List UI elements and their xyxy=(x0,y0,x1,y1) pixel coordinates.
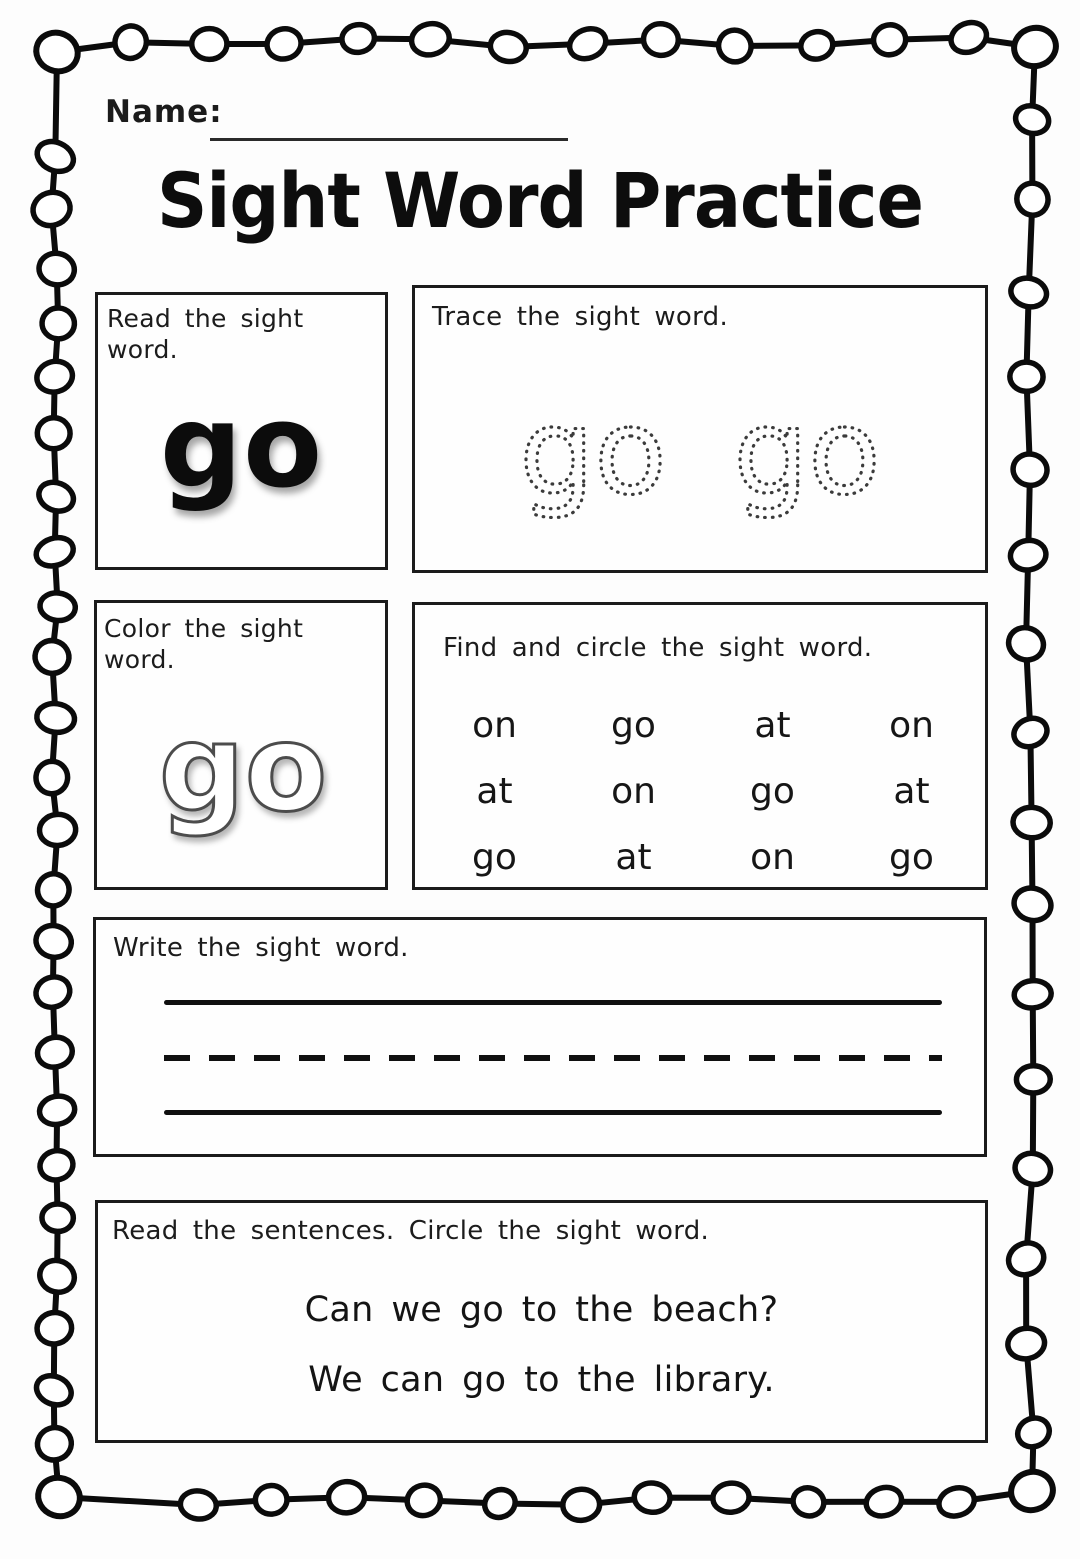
color-sight-word: go xyxy=(158,700,328,839)
trace-box xyxy=(412,285,988,573)
find-word: at xyxy=(476,770,513,812)
sentence-list xyxy=(98,1275,985,1415)
find-word: on xyxy=(889,704,934,746)
color-box xyxy=(94,600,388,890)
find-word-grid xyxy=(425,692,981,890)
page-title: Sight Word Practice xyxy=(157,157,923,246)
sentences-box xyxy=(95,1200,988,1443)
sentence-1: Can we go to the beach? xyxy=(304,1290,779,1330)
writing-line-top xyxy=(164,1000,942,1005)
find-word: go xyxy=(472,836,517,878)
read-box xyxy=(95,292,388,570)
find-word: at xyxy=(754,704,791,746)
color-box-label: Color the sight word. xyxy=(104,614,304,675)
find-word: at xyxy=(893,770,930,812)
sentences-box-label: Read the sentences. Circle the sight word. xyxy=(112,1216,710,1246)
write-box xyxy=(93,917,987,1157)
name-blank-line xyxy=(210,138,568,141)
trace-box-label: Trace the sight word. xyxy=(432,302,729,332)
read-sight-word: go xyxy=(159,380,324,514)
find-word: on xyxy=(611,770,656,812)
writing-line-dashed-middle xyxy=(164,1055,942,1061)
find-box xyxy=(412,602,988,890)
find-word: go xyxy=(889,836,934,878)
find-word: on xyxy=(472,704,517,746)
find-word: go xyxy=(750,770,795,812)
trace-word-1: go xyxy=(519,383,667,521)
name-label: Name: xyxy=(105,94,223,130)
sentence-2: We can go to the library. xyxy=(308,1360,775,1400)
read-box-label: Read the sight word. xyxy=(107,304,304,365)
find-word: on xyxy=(750,836,795,878)
find-word: go xyxy=(611,704,656,746)
writing-line-bottom xyxy=(164,1110,942,1115)
find-box-label: Find and circle the sight word. xyxy=(443,633,873,663)
trace-word-2: go xyxy=(733,383,881,521)
find-word: at xyxy=(615,836,652,878)
write-box-label: Write the sight word. xyxy=(113,933,409,963)
